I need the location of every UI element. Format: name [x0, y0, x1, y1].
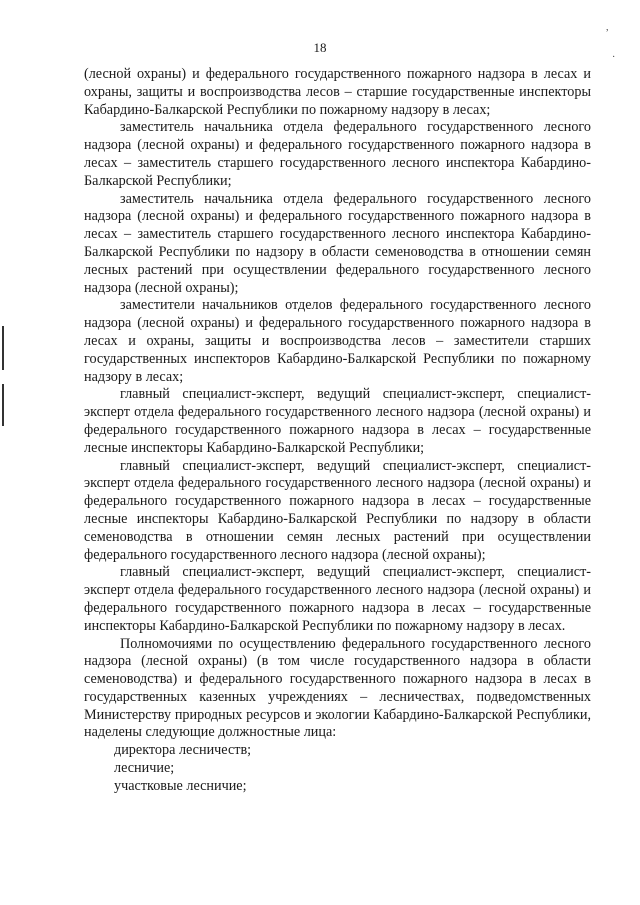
- paragraph: заместители начальников отделов федерального государственного лесного надзора (лесной охраны) и федерального государственного пожарного надзора в лесах и охраны, защиты и воспроизводства лесов – заместители старших государственных инспекторов Кабардино-Балкарской Республики по пожарному надзору в лесах;: [84, 297, 591, 385]
- paragraph: заместитель начальника отдела федерального государственного лесного надзора (лесной охраны) и федерального государственного пожарного надзора в лесах – заместитель старшего государственного лесного инспектора Кабардино-Балкарской Республики;: [84, 119, 591, 189]
- paragraph: заместитель начальника отдела федерального государственного лесного надзора (лесной охраны) и федерального государственного пожарного надзора в лесах – заместитель старшего государственного лесного инспектора Кабардино-Балкарской Республики по надзору в области семеноводства в отношении семян лесных растений при осуществлении федерального государственного лесного надзора (лесной охраны);: [84, 190, 591, 296]
- scan-artifact: ·: [612, 52, 616, 63]
- paragraph: Полномочиями по осуществлению федерального государственного лесного надзора (лесной охраны) (в том числе государственного надзора в области семеноводства) и федерального государственного пожарного надзора в лесах в государственных казенных учреждениях – лесничествах, подведомственных Министерству природных ресурсов и экологии Кабардино-Балкарской Республики, наделены следующие должностные лица:: [84, 635, 591, 741]
- paragraph: (лесной охраны) и федерального государственного пожарного надзора в лесах и охраны, защиты и воспроизводства лесов – старшие государственные инспекторы Кабардино-Балкарской Республики по пожарному надзору в лесах;: [84, 66, 591, 118]
- list-item: директора лесничеств;: [114, 742, 252, 759]
- paragraph: главный специалист-эксперт, ведущий специалист-эксперт, специалист-эксперт отдела федерального государственного лесного надзора (лесной охраны) и федерального государственного пожарного надзора в лесах – государственные лесные инспекторы Кабардино-Балкарской Республики по надзору в области семеноводства в отношении семян лесных растений при осуществлении федерального государственного лесного надзора (лесной охраны);: [84, 457, 591, 563]
- paragraph: главный специалист-эксперт, ведущий специалист-эксперт, специалист-эксперт отдела федерального государственного лесного надзора (лесной охраны) и федерального государственного пожарного надзора в лесах – государственные лесные инспекторы Кабардино-Балкарской Республики;: [84, 386, 591, 456]
- paragraph: главный специалист-эксперт, ведущий специалист-эксперт, специалист-эксперт отдела федерального государственного лесного надзора (лесной охраны) и федерального государственного пожарного надзора в лесах – государственные инспекторы Кабардино-Балкарской Республики по пожарному надзору в лесах.: [84, 564, 591, 634]
- scan-margin-mark: [2, 326, 4, 370]
- scan-artifact: ,: [606, 22, 609, 33]
- list-item: лесничие;: [114, 760, 175, 777]
- page-number: 18: [313, 40, 327, 55]
- scan-margin-mark: [2, 384, 4, 426]
- list-item: участковые лесничие;: [114, 777, 247, 794]
- document-body: [84, 66, 591, 796]
